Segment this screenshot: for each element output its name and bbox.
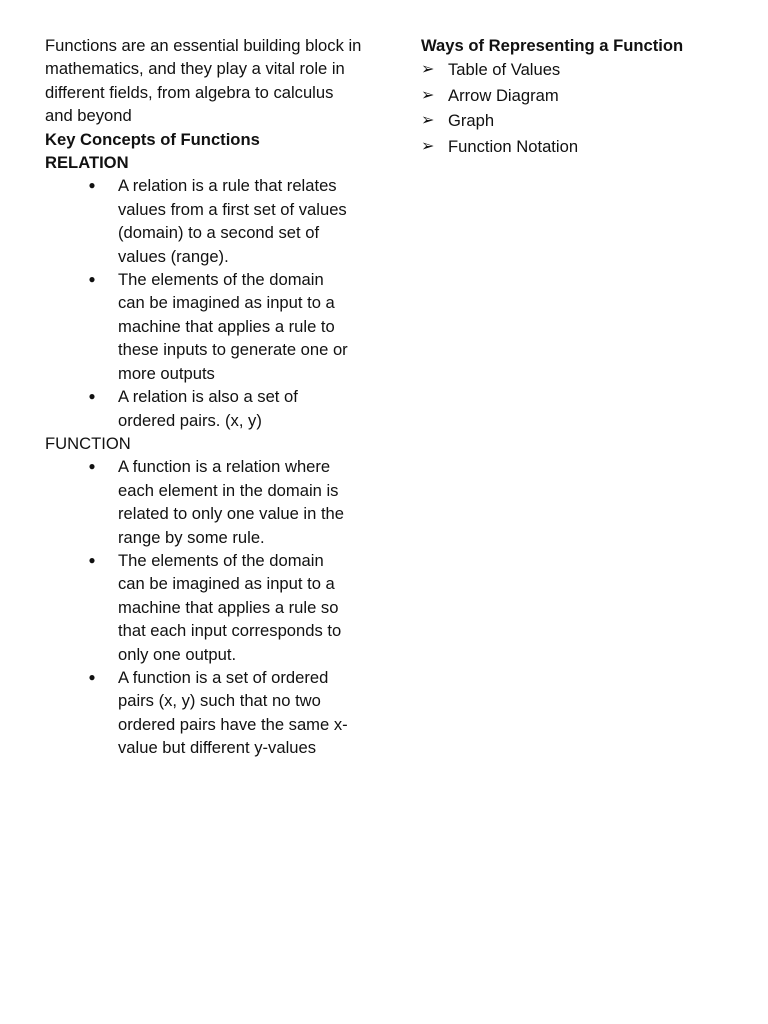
bullet-icon: ●: [88, 272, 96, 287]
arrow-bullet-icon: ➢: [421, 61, 435, 79]
relation-list: [45, 174, 365, 431]
intro-paragraph: Functions are an essential building block in mathematics, and they play a vital role in different fields, from algebra to calculus and beyond: [45, 36, 362, 126]
key-concepts-heading: Key Concepts of Functions: [45, 129, 260, 149]
bullet-icon: ●: [88, 552, 96, 567]
relation-item-text: The elements of the domain can be imagined as input to a machine that applies a rule to these inputs to generate one or more outputs: [118, 270, 348, 383]
bullet-icon: ●: [88, 389, 96, 404]
right-column: [421, 34, 741, 159]
ways-item-text: Table of Values: [448, 60, 561, 80]
arrow-bullet-icon: ➢: [421, 86, 435, 104]
list-item: [45, 385, 348, 432]
left-column: [45, 34, 365, 760]
list-item: [45, 455, 348, 549]
function-item-text: A function is a relation where each element in the domain is related to only one value in the range by some rule.: [118, 457, 345, 547]
bullet-icon: ●: [88, 459, 96, 474]
relation-item-text: A relation is a rule that relates values from a first set of values (domain) to a second set of values (range).: [118, 176, 347, 266]
bullet-icon: ●: [88, 178, 96, 193]
arrow-bullet-icon: ➢: [421, 137, 435, 155]
list-item: [421, 134, 741, 160]
list-item: [45, 549, 348, 666]
ways-item-text: Function Notation: [448, 136, 579, 156]
list-item: [421, 108, 741, 134]
list-item: [421, 83, 741, 109]
ways-list: [421, 57, 741, 159]
arrow-bullet-icon: ➢: [421, 112, 435, 130]
bullet-icon: ●: [88, 669, 96, 684]
function-item-text: The elements of the domain can be imagined as input to a machine that applies a rule so that each input corresponds to only one output.: [118, 550, 342, 664]
function-item-text: A function is a set of ordered pairs (x, y) such that no two ordered pairs have the same x-value but different y-values: [118, 667, 348, 758]
relation-item-text: A relation is also a set of ordered pairs. (x, y): [118, 387, 298, 430]
list-item: [421, 57, 741, 83]
function-list: [45, 455, 365, 759]
ways-heading: Ways of Representing a Function: [421, 36, 684, 55]
function-heading: FUNCTION: [45, 433, 131, 453]
ways-item-text: Arrow Diagram: [448, 85, 559, 105]
list-item: [45, 174, 348, 268]
ways-item-text: Graph: [448, 111, 495, 131]
list-item: [45, 268, 348, 385]
relation-heading: RELATION: [45, 153, 129, 173]
list-item: [45, 666, 348, 760]
